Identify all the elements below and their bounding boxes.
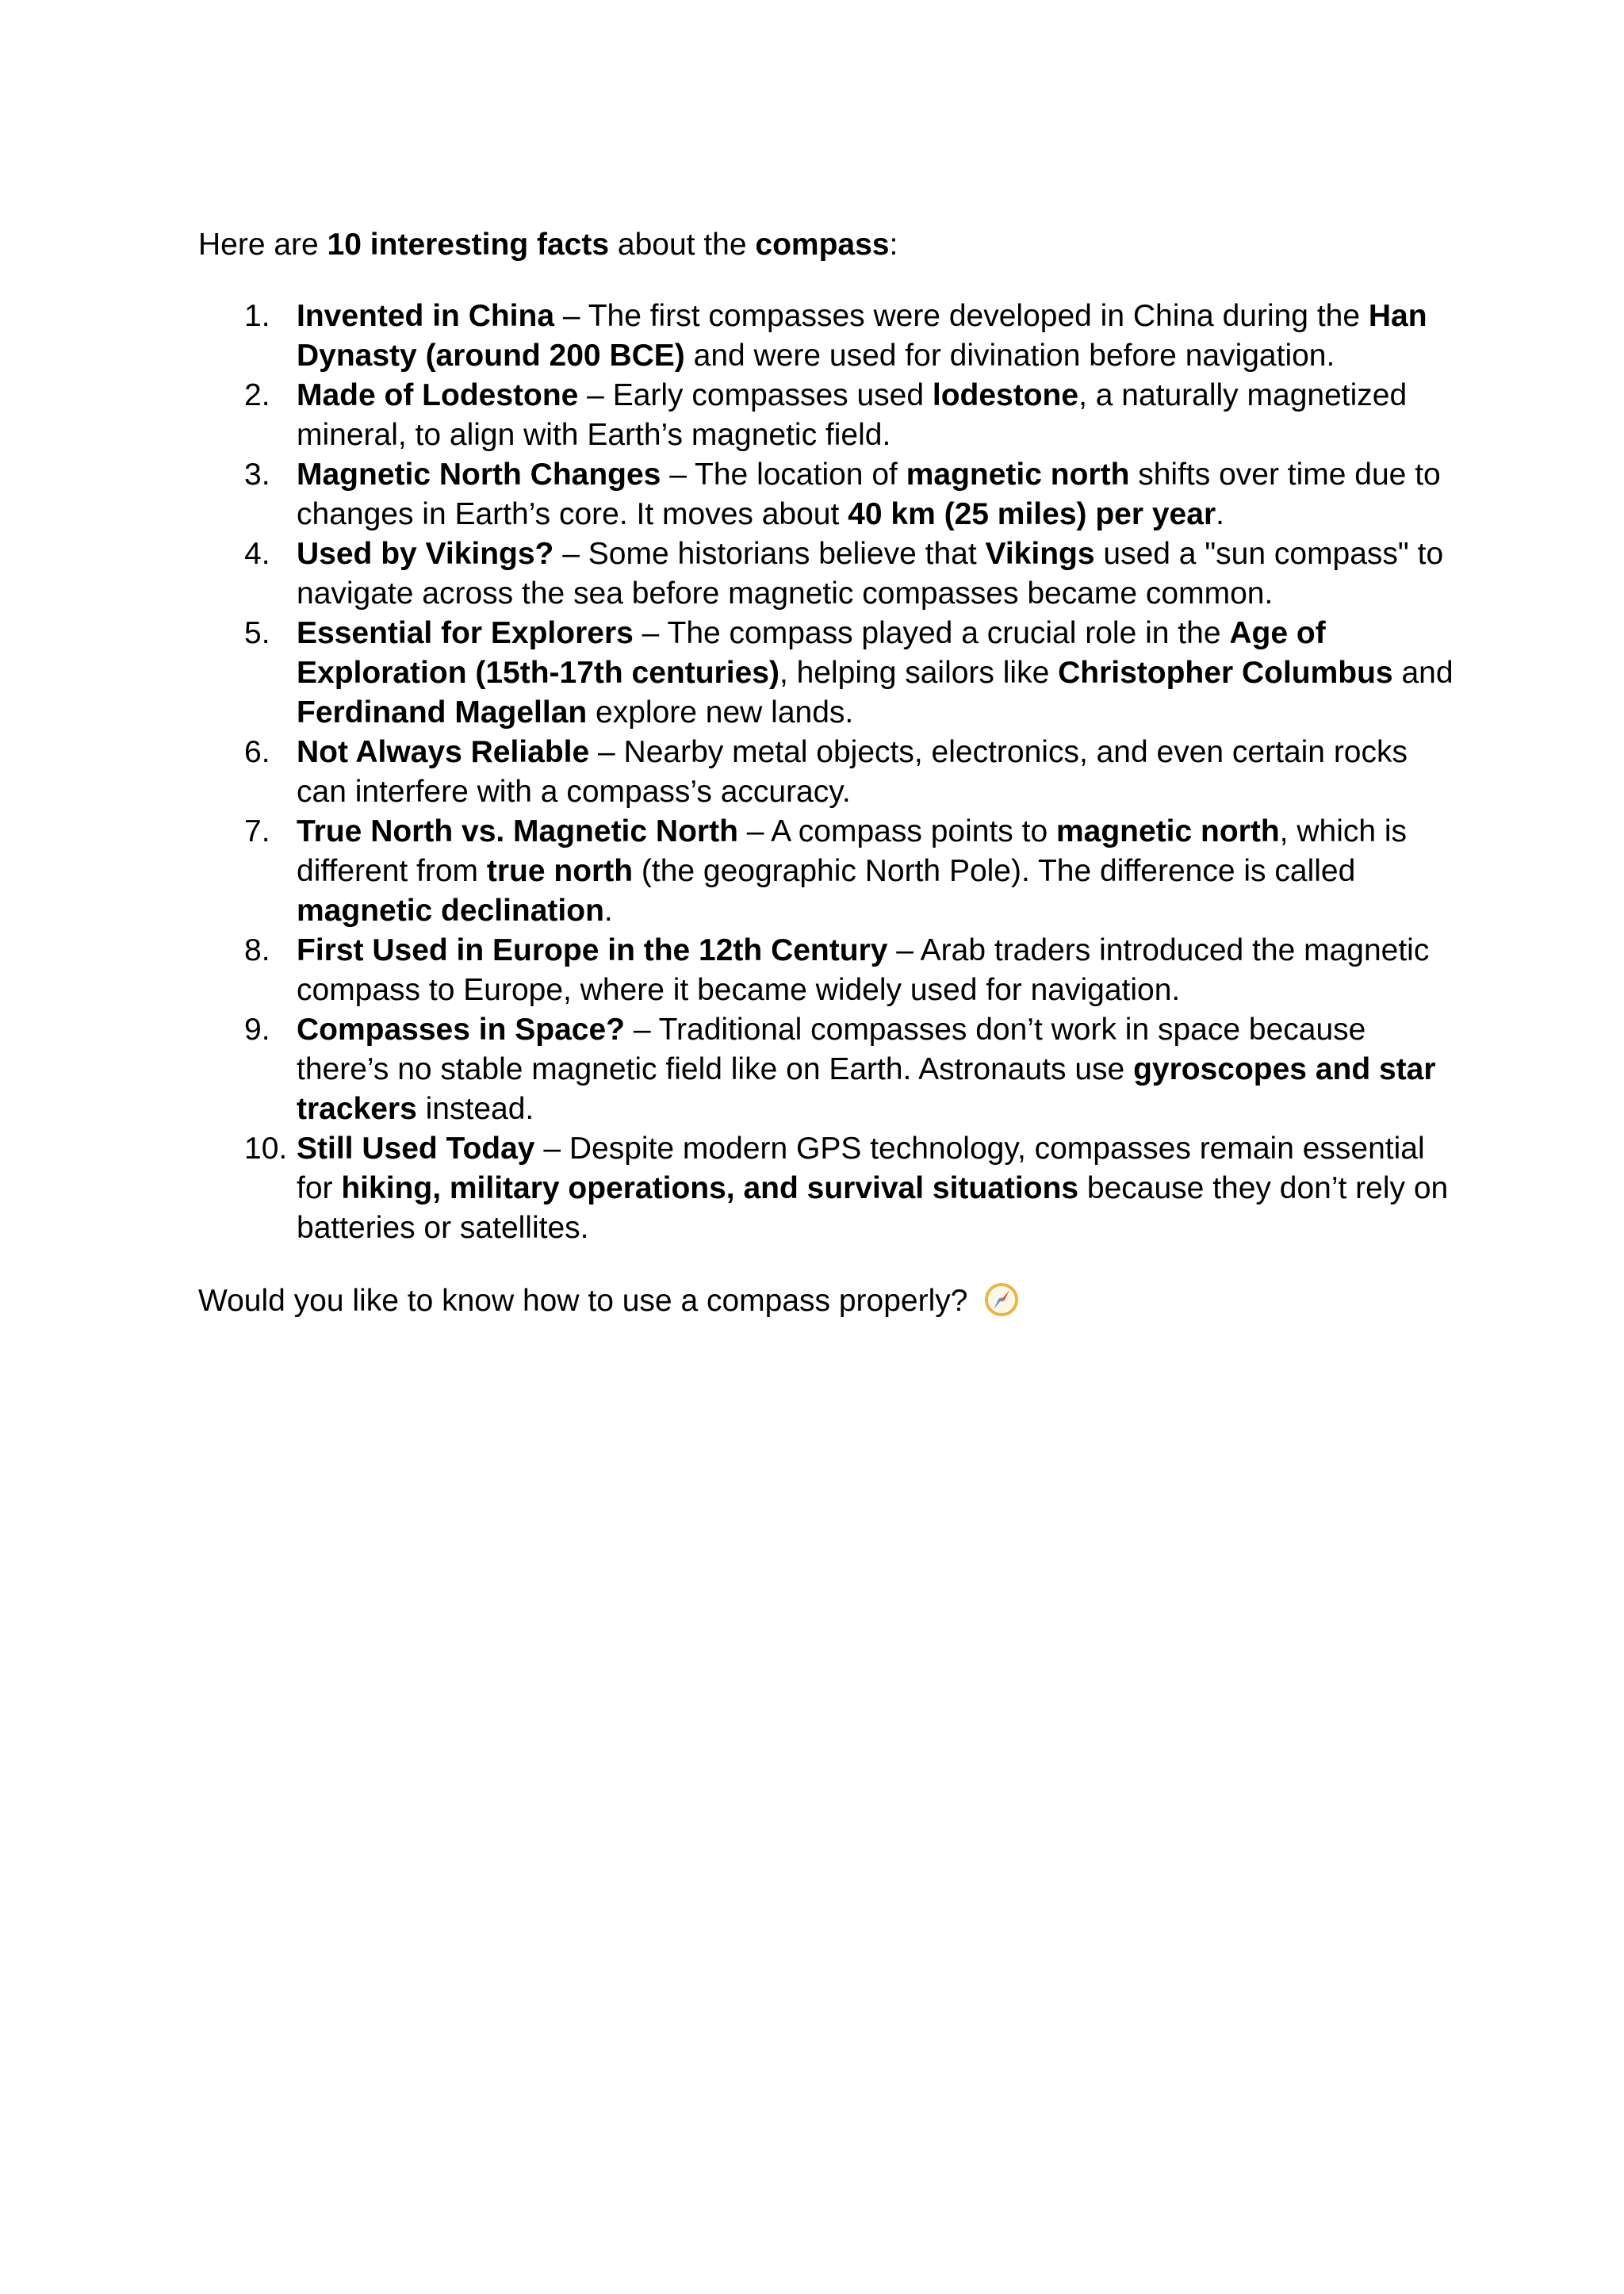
bold-text: Han bbox=[1368, 299, 1427, 333]
list-item bbox=[198, 455, 1441, 534]
bold-text: First Used in Europe in the 12th Century bbox=[297, 933, 888, 967]
list-item-number: 8. bbox=[244, 933, 270, 967]
list-item-line bbox=[297, 733, 1435, 772]
list-item-line bbox=[297, 1208, 1435, 1248]
body-text: – Arab traders introduced the magnetic bbox=[887, 933, 1430, 967]
bold-text: Christopher Columbus bbox=[1058, 656, 1393, 690]
list-item-line bbox=[297, 971, 1435, 1010]
bold-text: lodestone bbox=[932, 378, 1079, 412]
list-item-line bbox=[297, 297, 1435, 336]
bold-text: Invented in China bbox=[297, 299, 555, 333]
body-text: , helping sailors like bbox=[779, 656, 1059, 690]
bold-text: magnetic north bbox=[1055, 814, 1280, 848]
list-item-line bbox=[297, 812, 1435, 852]
body-text: changes in Earth’s core. It moves about bbox=[297, 497, 848, 531]
list-item-line bbox=[297, 574, 1435, 614]
bold-text: True North vs. Magnetic North bbox=[297, 814, 738, 848]
list-item-number: 9. bbox=[244, 1013, 270, 1047]
intro-bold: 10 interesting facts bbox=[327, 228, 610, 262]
outro-text: Would you like to know how to use a compass properly? bbox=[198, 1284, 977, 1318]
list-item bbox=[198, 733, 1435, 812]
body-text: , which is bbox=[1279, 814, 1408, 848]
body-text: – Traditional compasses don’t work in space because bbox=[625, 1013, 1366, 1047]
compass-icon bbox=[984, 1282, 1019, 1317]
list-item-line bbox=[297, 852, 1435, 891]
list-item bbox=[198, 614, 1454, 733]
list-item bbox=[198, 534, 1444, 614]
body-text: compass to Europe, where it became widely used for navigation. bbox=[297, 973, 1181, 1007]
list-item-line bbox=[297, 1010, 1435, 1050]
intro-text: : bbox=[889, 228, 898, 262]
list-item-line bbox=[297, 653, 1454, 693]
list-item-number: 7. bbox=[244, 814, 270, 848]
bold-text: hiking, military operations, and survival situations bbox=[341, 1171, 1079, 1205]
list-item-line bbox=[297, 336, 1435, 376]
body-text: – Despite modern GPS technology, compasses remain essential bbox=[534, 1132, 1425, 1166]
body-text: mineral, to align with Earth’s magnetic field. bbox=[297, 418, 891, 452]
list-item-line bbox=[297, 693, 1435, 733]
list-item-line bbox=[297, 1050, 1435, 1090]
list-item-line bbox=[297, 376, 1435, 416]
body-text: . bbox=[1216, 497, 1224, 531]
bold-text: magnetic declination bbox=[297, 894, 604, 928]
bold-text: Magnetic North Changes bbox=[297, 458, 661, 492]
list-item-line bbox=[297, 614, 1435, 653]
list-item-number: 10. bbox=[244, 1132, 288, 1166]
bold-text: Dynasty (around 200 BCE) bbox=[297, 339, 685, 373]
bold-text: Vikings bbox=[985, 537, 1095, 571]
list-item bbox=[198, 1129, 1449, 1248]
body-text: – Some historians believe that bbox=[553, 537, 986, 571]
bold-text: gyroscopes and star bbox=[1133, 1052, 1436, 1086]
list-item-line bbox=[297, 416, 1435, 455]
list-item-line bbox=[297, 534, 1444, 574]
bold-text: Essential for Explorers bbox=[297, 616, 634, 650]
document-body bbox=[198, 225, 1454, 1321]
body-text: and bbox=[1392, 656, 1454, 690]
body-text: can interfere with a compass’s accuracy. bbox=[297, 775, 851, 809]
body-text: there’s no stable magnetic field like on Earth. Astronauts use bbox=[297, 1052, 1134, 1086]
list-item-number: 2. bbox=[244, 378, 270, 412]
body-text: different from bbox=[297, 854, 487, 888]
facts-list bbox=[198, 297, 1454, 1248]
bold-text: Compasses in Space? bbox=[297, 1013, 625, 1047]
bold-text: 40 km (25 miles) per year bbox=[848, 497, 1216, 531]
list-item-line bbox=[297, 495, 1435, 534]
list-item-line bbox=[297, 1129, 1435, 1169]
body-text: – Early compasses used bbox=[578, 378, 933, 412]
body-text: batteries or satellites. bbox=[297, 1211, 589, 1245]
list-item bbox=[198, 812, 1435, 931]
bold-text: Used by Vikings? bbox=[297, 537, 554, 571]
body-text: – Nearby metal objects, electronics, and even certain rocks bbox=[589, 735, 1408, 769]
intro-paragraph bbox=[198, 225, 1435, 265]
bold-text: trackers bbox=[297, 1092, 417, 1126]
list-item-number: 1. bbox=[244, 299, 270, 333]
bold-text: Ferdinand Magellan bbox=[297, 695, 588, 730]
body-text: (the geographic North Pole). The difference is called bbox=[633, 854, 1356, 888]
list-item-number: 3. bbox=[244, 458, 270, 492]
list-item-number: 6. bbox=[244, 735, 270, 769]
body-text: for bbox=[297, 1171, 342, 1205]
list-item-line bbox=[297, 455, 1441, 495]
list-item-number: 5. bbox=[244, 616, 270, 650]
body-text: , a naturally magnetized bbox=[1078, 378, 1408, 412]
body-text: used a "sun compass" to bbox=[1094, 537, 1444, 571]
bold-text: Made of Lodestone bbox=[297, 378, 579, 412]
outro-paragraph bbox=[198, 1281, 1435, 1321]
intro-text: about the bbox=[609, 228, 756, 262]
list-item bbox=[198, 297, 1435, 376]
body-text: navigate across the sea before magnetic compasses became common. bbox=[297, 576, 1274, 611]
list-item-line bbox=[297, 772, 1435, 812]
list-item bbox=[198, 1010, 1435, 1129]
list-item-line bbox=[297, 1169, 1449, 1208]
body-text: . bbox=[603, 894, 613, 928]
body-text: instead. bbox=[416, 1092, 534, 1126]
intro-bold: compass bbox=[755, 228, 890, 262]
bold-text: Still Used Today bbox=[297, 1132, 535, 1166]
list-item-line bbox=[297, 1090, 1435, 1129]
list-item-line bbox=[297, 891, 1435, 931]
bold-text: magnetic north bbox=[906, 458, 1130, 492]
body-text: – The location of bbox=[661, 458, 906, 492]
list-item-number: 4. bbox=[244, 537, 270, 571]
body-text: – A compass points to bbox=[737, 814, 1056, 848]
body-text: – The first compasses were developed in China during the bbox=[554, 299, 1369, 333]
bold-text: Not Always Reliable bbox=[297, 735, 590, 769]
bold-text: Exploration (15th-17th centuries) bbox=[297, 656, 779, 690]
list-item-line bbox=[297, 931, 1435, 971]
body-text: and were used for divination before navigation. bbox=[684, 339, 1335, 373]
bold-text: true north bbox=[486, 854, 634, 888]
body-text: shifts over time due to bbox=[1129, 458, 1441, 492]
body-text: because they don’t rely on bbox=[1078, 1171, 1449, 1205]
list-item bbox=[198, 931, 1435, 1010]
body-text: – The compass played a crucial role in the bbox=[633, 616, 1230, 650]
intro-text: Here are bbox=[198, 228, 327, 262]
list-item bbox=[198, 376, 1435, 455]
bold-text: Age of bbox=[1229, 616, 1326, 650]
body-text: explore new lands. bbox=[587, 695, 854, 730]
